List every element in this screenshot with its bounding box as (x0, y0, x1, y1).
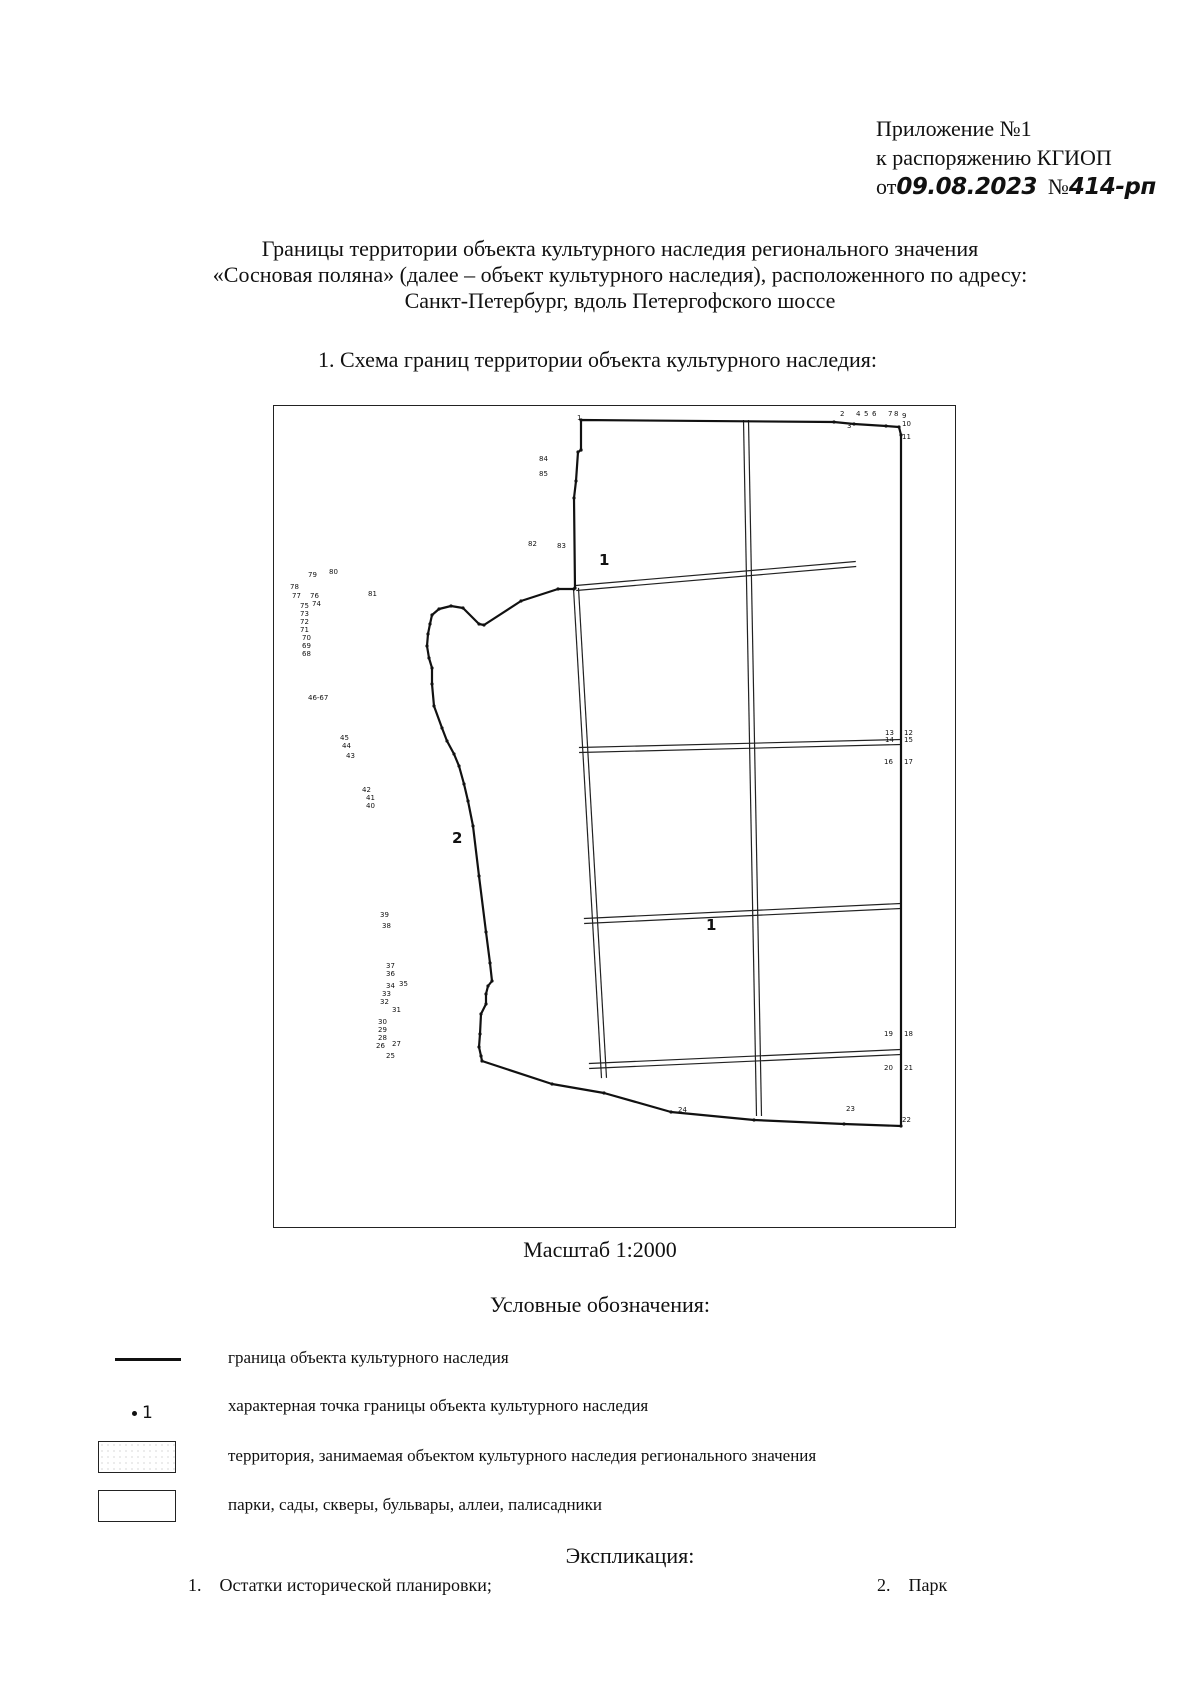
boundary-point (897, 425, 900, 428)
boundary-point (482, 623, 485, 626)
title-line2: «Сосновая поляна» (далее – объект культурного наследия), расположенного по адресу: (212, 262, 1028, 287)
boundary-point (430, 613, 433, 616)
point-label: 80 (329, 568, 338, 576)
point-label: 4 (856, 410, 861, 418)
explication-item-1 (188, 1575, 492, 1596)
boundary-point (452, 752, 455, 755)
point-label: 22 (902, 1116, 911, 1124)
explication-item-2-text: Парк (908, 1575, 948, 1595)
appendix-line3 (876, 172, 1156, 202)
point-label: 33 (382, 990, 391, 998)
order-number: 414-рп (1068, 174, 1156, 200)
boundary-point (852, 422, 855, 425)
explication-item-2 (877, 1575, 947, 1596)
point-label: 77 (292, 592, 301, 600)
boundary-point (457, 764, 460, 767)
point-label: 27 (392, 1040, 401, 1048)
point-label: 26 (376, 1042, 385, 1050)
boundary-point (486, 984, 489, 987)
boundary-point (430, 682, 433, 685)
boundary-map (273, 405, 956, 1228)
boundary-point (432, 704, 435, 707)
boundary-point (550, 1082, 553, 1085)
zone-label-2: 2 (452, 829, 463, 847)
boundary-point (574, 479, 577, 482)
legend-point-number: 1 (142, 1403, 153, 1423)
point-label: 28 (378, 1034, 387, 1042)
point-label: 3 (847, 422, 852, 430)
boundary-point (572, 496, 575, 499)
zone-label-1-center: 1 (706, 916, 717, 934)
boundary-point (437, 607, 440, 610)
alley-line (576, 562, 856, 586)
point-label: 40 (366, 802, 375, 810)
boundary-point (426, 632, 429, 635)
point-label: 74 (312, 600, 321, 608)
point-label: 19 (884, 1030, 893, 1038)
point-label: 76 (310, 592, 319, 600)
boundary-point (427, 656, 430, 659)
point-label: 72 (300, 618, 309, 626)
boundary-point (461, 606, 464, 609)
boundary-point (477, 622, 480, 625)
point-label: 8 (894, 410, 899, 418)
boundary-scheme-drawing (274, 406, 957, 1229)
boundary-points (425, 418, 902, 1127)
number-label: № (1047, 174, 1069, 199)
point-label: 1 (577, 414, 582, 422)
boundary-point (480, 1059, 483, 1062)
from-label: от (876, 174, 897, 199)
point-labels (290, 410, 913, 1124)
point-label: 31 (392, 1006, 401, 1014)
legend-title: Условные обозначения: (489, 1292, 711, 1317)
title-line1: Границы территории объекта культурного наследия регионального значения (261, 236, 979, 261)
boundary-point (428, 622, 431, 625)
point-label: 11 (902, 433, 911, 441)
point-label: 5 (864, 410, 869, 418)
point-label: 30 (378, 1018, 387, 1026)
point-label: 34 (386, 982, 395, 990)
point-label: 15 (904, 736, 913, 744)
point-label: 71 (300, 626, 309, 634)
point-label: 12 (904, 729, 913, 737)
boundary-point (832, 420, 835, 423)
explication-item-2-num: 2. (877, 1575, 891, 1595)
boundary-point (425, 644, 428, 647)
boundary-point (430, 666, 433, 669)
boundary-point (602, 1091, 605, 1094)
boundary-point (556, 587, 559, 590)
boundary-point (488, 961, 491, 964)
zone-label-1-top: 1 (599, 551, 610, 569)
point-label: 78 (290, 583, 299, 591)
point-label: 46-67 (308, 694, 329, 702)
legend-item-territory: территория, занимаемая объектом культурного наследия регионального значения (228, 1446, 817, 1465)
section1-heading: 1. Схема границ территории объекта культурного наследия: (318, 347, 878, 372)
boundary-point (490, 979, 493, 982)
boundary-point (479, 1012, 482, 1015)
point-label: 6 (872, 410, 877, 418)
point-label: 7 (888, 410, 893, 418)
point-label: 68 (302, 650, 311, 658)
point-label: 21 (904, 1064, 913, 1072)
point-label: 29 (378, 1026, 387, 1034)
point-label: 16 (884, 758, 893, 766)
point-label: 75 (300, 602, 309, 610)
point-label: 20 (884, 1064, 893, 1072)
point-label: 83 (557, 542, 566, 550)
boundary-point (466, 799, 469, 802)
point-label: 38 (382, 922, 391, 930)
boundary-point (477, 1045, 480, 1048)
point-label: 81 (368, 590, 377, 598)
legend-boundary-line-symbol (115, 1358, 181, 1361)
point-label: 32 (380, 998, 389, 1006)
alley-line (578, 588, 606, 1078)
point-label: 23 (846, 1105, 855, 1113)
boundary-point (752, 1118, 755, 1121)
legend-item-point: характерная точка границы объекта культурного наследия (228, 1396, 649, 1415)
boundary-point (884, 424, 887, 427)
appendix-line2: к распоряжению КГИОП (876, 145, 1112, 170)
legend-territory-symbol (98, 1441, 176, 1473)
point-label: 45 (340, 734, 349, 742)
legend-point-symbol (132, 1403, 153, 1423)
point-label: 79 (308, 571, 317, 579)
point-label: 41 (366, 794, 375, 802)
explication-item-1-num: 1. (188, 1575, 202, 1595)
boundary-point (519, 599, 522, 602)
point-label: 25 (386, 1052, 395, 1060)
point-label: 37 (386, 962, 395, 970)
boundary-point (899, 1124, 902, 1127)
point-label: 36 (386, 970, 395, 978)
boundary-point (576, 450, 579, 453)
legend-item-parks: парки, сады, скверы, бульвары, аллеи, палисадники (228, 1495, 603, 1514)
explication-title: Экспликация: (565, 1543, 695, 1568)
point-label: 17 (904, 758, 913, 766)
point-label: 82 (528, 540, 537, 548)
alley-line (576, 566, 856, 590)
point-label: 10 (902, 420, 911, 428)
boundary-point (477, 874, 480, 877)
point-label: 24 (678, 1106, 687, 1114)
point-label: 18 (904, 1030, 913, 1038)
boundary-point (669, 1110, 672, 1113)
order-date: 09.08.2023 (896, 174, 1037, 200)
boundary-point (440, 726, 443, 729)
boundary-point (445, 739, 448, 742)
boundary-point (842, 1122, 845, 1125)
explication-item-1-text: Остатки исторической планировки; (219, 1575, 492, 1595)
point-label: 42 (362, 786, 371, 794)
point-label: 43 (346, 752, 355, 760)
boundary-point (479, 1054, 482, 1057)
point-label: 69 (302, 642, 311, 650)
boundary-point (579, 448, 582, 451)
legend-parks-symbol (98, 1490, 176, 1522)
boundary-point (478, 1032, 481, 1035)
point-label: 85 (539, 470, 548, 478)
boundary-point (484, 1002, 487, 1005)
point-label: 13 (885, 729, 894, 737)
boundary-point (484, 930, 487, 933)
point-label: 39 (380, 911, 389, 919)
point-label: 73 (300, 610, 309, 618)
point-label: 9 (902, 412, 907, 420)
boundary-point (471, 824, 474, 827)
boundary-point (572, 587, 575, 590)
document-title (100, 236, 1140, 314)
point-label: 70 (302, 634, 311, 642)
point-label: 14 (885, 736, 894, 744)
appendix-header (876, 114, 1156, 202)
point-label: 84 (539, 455, 548, 463)
appendix-line1: Приложение №1 (876, 116, 1032, 141)
point-label: 44 (342, 742, 351, 750)
point-label: 2 (840, 410, 845, 418)
boundary-point (449, 604, 452, 607)
point-label: 35 (399, 980, 408, 988)
map-scale: Масштаб 1:2000 (523, 1237, 677, 1262)
boundary-point (484, 992, 487, 995)
legend-item-boundary: граница объекта культурного наследия (228, 1348, 509, 1367)
boundary-point (462, 782, 465, 785)
title-line3: Санкт-Петербург, вдоль Петергофского шоссе (404, 288, 836, 313)
alley-line (574, 588, 602, 1078)
